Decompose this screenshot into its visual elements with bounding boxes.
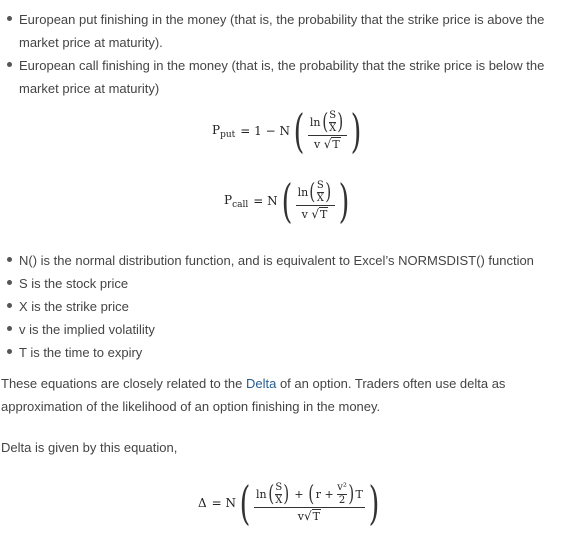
list-item: European call finishing in the money (that is, the probability that the strike price is below the market price at maturity) <box>5 54 565 100</box>
equation-lhs: Δ <box>198 496 207 510</box>
left-paren: ( <box>293 104 305 158</box>
put-probability-equation <box>212 104 365 158</box>
probability-bullet-list <box>5 8 565 100</box>
right-paren: ) <box>368 476 380 530</box>
paragraph-text: of an option. Traders often use delta as approximation of the likelihood of an option finishing in the money. <box>1 376 506 414</box>
list-item: T is the time to expiry <box>5 341 565 364</box>
delta-equation <box>198 476 383 530</box>
list-item: X is the strike price <box>5 295 565 318</box>
left-paren: ( <box>281 174 292 228</box>
delta-relation-paragraph <box>1 372 561 418</box>
equation-equals: = N <box>211 496 237 510</box>
left-paren: ( <box>239 476 251 530</box>
right-paren: ) <box>338 174 349 228</box>
list-item: S is the stock price <box>5 272 565 295</box>
equation-lhs: $P_{put}$ <box>212 122 236 140</box>
equation-fraction: ln ( S X ) + ( r + v² 2 ) T v √ T <box>256 481 363 523</box>
list-item: European put finishing in the money (that is, the probability that the strike price is above the market price at maturity). <box>5 8 565 54</box>
delta-link[interactable]: Delta <box>245 376 277 391</box>
list-item: v is the implied volatility <box>5 318 565 341</box>
call-probability-equation <box>224 174 352 228</box>
list-item: N() is the normal distribution function, and is equivalent to Excel’s NORMSDIST() function <box>5 249 565 272</box>
equation-fraction: ln ( S X ) v √ T <box>296 181 335 221</box>
right-paren: ) <box>350 104 362 158</box>
equation-equals: = N <box>253 194 278 208</box>
equation-lhs: $P_{call}$ <box>224 192 249 210</box>
delta-intro-paragraph: Delta is given by this equation, <box>1 440 178 455</box>
definitions-bullet-list <box>5 249 565 364</box>
equation-fraction: ln ( S X ) v √ T <box>308 111 347 151</box>
paragraph-text: These equations are closely related to the <box>1 376 246 391</box>
equation-equals: = 1 − N <box>240 124 290 138</box>
